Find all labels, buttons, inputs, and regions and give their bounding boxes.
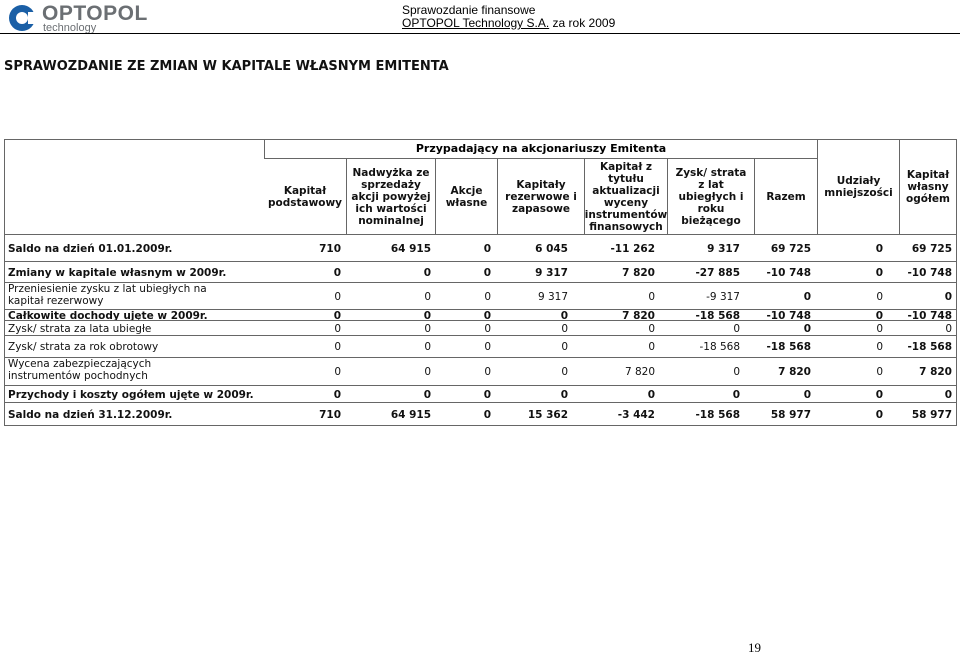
table-cell: -18 568 (695, 310, 740, 322)
table-cell: 0 (875, 310, 883, 322)
table-row (5, 261, 956, 282)
table-cell: 0 (648, 322, 655, 335)
table-cell: 710 (319, 242, 341, 255)
table-cell: 0 (647, 388, 655, 401)
table-cell: 0 (803, 388, 811, 401)
table-cell: 0 (333, 388, 341, 401)
table-cell: 0 (876, 366, 883, 378)
table-cell: -18 568 (695, 409, 740, 421)
row-label: Saldo na dzień 01.01.2009r. (8, 242, 173, 255)
column-header (755, 159, 818, 234)
table-cell: 9 317 (707, 242, 740, 255)
row-label: Zmiany w kapitale własnym w 2009r. (8, 266, 227, 279)
table-row (5, 402, 956, 426)
column-header (585, 159, 668, 234)
column-header-label: Kapitał podstawowy (267, 184, 343, 209)
table-cell: 7 820 (622, 266, 655, 279)
table-cell: 0 (423, 310, 431, 322)
table-cell: 6 045 (535, 242, 568, 255)
table-cell: 0 (334, 341, 341, 353)
company-logo (6, 2, 156, 36)
table-cell: -18 568 (766, 341, 811, 353)
table-row (5, 320, 956, 335)
table-cell: 0 (560, 388, 568, 401)
table-cell: -10 748 (907, 310, 952, 322)
report-header (402, 4, 615, 30)
table-cell: 0 (484, 366, 491, 378)
table-cell: 0 (561, 366, 568, 378)
table-cell: 0 (803, 290, 811, 303)
table-cell: 0 (424, 322, 431, 335)
table-cell: 7 820 (919, 366, 952, 378)
table-cell: 0 (733, 322, 740, 335)
table-cell: 0 (334, 366, 341, 378)
table-cell: 9 317 (537, 290, 568, 303)
page-title: SPRAWOZDANIE ZE ZMIAN W KAPITALE WŁASNYM EMITENTA (4, 59, 449, 74)
row-label: Zysk/ strata za lata ubiegłe (8, 322, 152, 335)
logo-subtitle: technology (43, 22, 97, 34)
column-header (436, 159, 498, 234)
logo-wordmark: OPTOPOL (42, 2, 148, 25)
column-header-label: Nadwyżka ze sprzedaży akcji powyżej ich wartości nominalnej (351, 166, 431, 227)
column-header (818, 139, 900, 234)
table-cell: 0 (875, 266, 883, 279)
column-header (498, 159, 585, 234)
column-header (264, 159, 347, 234)
table-cell: 0 (648, 341, 655, 353)
column-header (668, 159, 755, 234)
group-header (264, 139, 818, 159)
optopol-logo-icon (6, 2, 40, 34)
column-header-label: Zysk/ strata z lat ubiegłych i roku bieżącego (675, 166, 747, 227)
company-name: OPTOPOL Technology S.A. (402, 16, 550, 30)
table-cell: 0 (560, 310, 568, 322)
table-cell: 0 (803, 322, 811, 335)
table-cell: 7 820 (624, 366, 655, 378)
table-cell: 0 (944, 290, 952, 303)
table-cell: 0 (733, 366, 740, 378)
table-cell: 0 (333, 310, 341, 322)
table-cell: 0 (483, 388, 491, 401)
table-cell: 0 (944, 388, 952, 401)
table-cell: 0 (484, 341, 491, 353)
table-row (5, 357, 956, 385)
table-cell: 0 (875, 388, 883, 401)
table-cell: -18 568 (907, 341, 952, 353)
row-label: Przeniesienie zysku z lat ubiegłych na kapitał rezerwowy (8, 283, 207, 307)
table-cell: 7 820 (622, 310, 655, 322)
table-cell: 64 915 (390, 409, 431, 421)
table-cell: 0 (483, 409, 491, 421)
table-cell: 69 725 (770, 242, 811, 255)
table-row (5, 234, 956, 261)
table-row (5, 335, 956, 357)
table-row (5, 282, 956, 309)
table-cell: -27 885 (695, 266, 740, 279)
table-cell: 0 (423, 266, 431, 279)
table-row (5, 385, 956, 402)
column-header (900, 139, 956, 234)
page-number: 19 (748, 640, 761, 655)
table-cell: -11 262 (610, 242, 655, 255)
report-type: Sprawozdanie finansowe (402, 3, 536, 17)
table-cell: -10 748 (766, 266, 811, 279)
table-cell: 0 (483, 310, 491, 322)
table-cell: 0 (876, 341, 883, 353)
table-cell: 0 (875, 242, 883, 255)
table-cell: 0 (423, 388, 431, 401)
table-cell: -18 568 (699, 341, 740, 353)
table-cell: 0 (484, 322, 491, 335)
table-cell: 710 (319, 409, 341, 421)
table-cell: -3 442 (617, 409, 655, 421)
table-cell: 0 (732, 388, 740, 401)
header-divider (0, 33, 960, 34)
table-cell: 0 (483, 266, 491, 279)
table-cell: 69 725 (911, 242, 952, 255)
column-header-label: Kapitały rezerwowe i zapasowe (505, 178, 577, 215)
table-cell: 0 (424, 341, 431, 353)
column-header-label: Udziały mniejszości (824, 174, 893, 199)
row-label: Całkowite dochody ujęte w 2009r. (8, 310, 208, 322)
group-header-label: Przypadający na akcjonariuszy Emitenta (415, 142, 667, 155)
table-cell: 15 362 (527, 409, 568, 421)
table-cell: 0 (561, 341, 568, 353)
table-cell: 58 977 (911, 409, 952, 421)
table-row (5, 309, 956, 320)
table-cell: 64 915 (390, 242, 431, 255)
table-cell: 0 (561, 322, 568, 335)
table-cell: 0 (648, 290, 655, 303)
row-label: Przychody i koszty ogółem ujęte w 2009r. (8, 388, 254, 401)
table-cell: 0 (483, 242, 491, 255)
table-cell: 0 (333, 266, 341, 279)
column-header-label: Akcje własne (445, 184, 488, 209)
column-header-label: Razem (766, 190, 806, 203)
column-header-label: Kapitał z tytułu aktualizacji wyceny instrumentów finansowych (584, 160, 668, 233)
table-cell: 7 820 (778, 366, 811, 378)
table-cell: -10 748 (907, 266, 952, 279)
table-cell: -10 748 (766, 310, 811, 322)
table-cell: 0 (334, 290, 341, 303)
column-header-label: Kapitał własny ogółem (906, 168, 950, 205)
table-cell: 0 (424, 366, 431, 378)
table-cell: 0 (484, 290, 491, 303)
row-label: Saldo na dzień 31.12.2009r. (8, 409, 173, 421)
table-cell: 9 317 (535, 266, 568, 279)
table-cell: -9 317 (706, 290, 740, 303)
row-label: Zysk/ strata za rok obrotowy (8, 341, 159, 353)
table-cell: 0 (424, 290, 431, 303)
table-cell: 0 (334, 322, 341, 335)
table-cell: 0 (945, 322, 952, 335)
table-cell: 0 (875, 409, 883, 421)
report-period: za rok 2009 (552, 16, 616, 30)
column-header (347, 159, 436, 234)
table-cell: 0 (876, 290, 883, 303)
row-label: Wycena zabezpieczających instrumentów pochodnych (8, 358, 152, 382)
table-cell: 58 977 (770, 409, 811, 421)
table-cell: 0 (876, 322, 883, 335)
